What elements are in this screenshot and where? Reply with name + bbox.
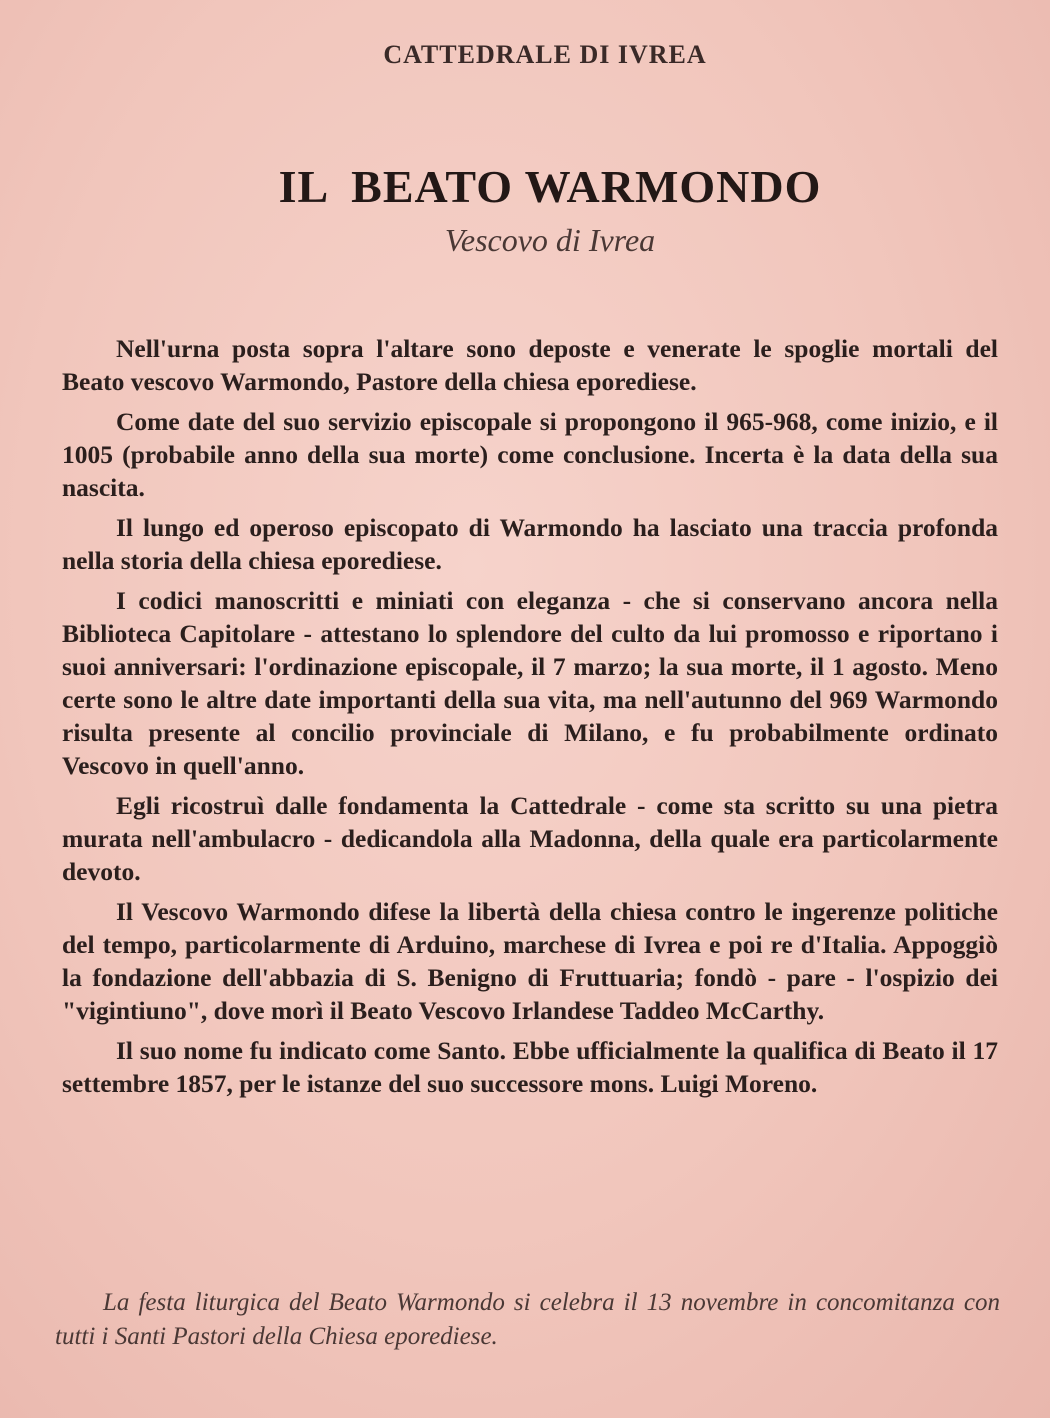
paragraph: Il Vescovo Warmondo difese la libertà della chiesa contro le ingerenze politiche del tempo, particolarmente di Arduino, marchese di Ivrea e poi re d'Italia. Appoggiò la fondazione dell'abbazia di S. Benigno di Fruttuaria; fondò - pare - l'ospizio dei "vigintiuno", dove morì il Beato Vescovo Irlandese Taddeo McCarthy. <box>62 897 998 1025</box>
paragraph: Il suo nome fu indicato come Santo. Ebbe ufficialmente la qualifica di Beato il 17 settembre 1857, per le istanze del suo successore mons. Luigi Moreno. <box>62 1036 998 1098</box>
page-title <box>0 160 1050 213</box>
church-name: CATTEDRALE DI IVREA <box>383 40 707 69</box>
paragraph: Come date del suo servizio episcopale si propongono il 965-968, come inizio, e il 1005 (probabile anno della sua morte) come conclusione. Incerta è la data della sua nascita. <box>62 407 998 502</box>
title-part-2: BEATO WARMONDO <box>351 161 822 212</box>
paragraph: Egli ricostruì dalle fondamenta la Cattedrale - come sta scritto su una pietra murata nell'ambulacro - dedicandola alla Madonna, della quale era particolarmente devoto. <box>62 791 998 886</box>
paragraph: I codici manoscritti e miniati con eleganza - che si conservano ancora nella Biblioteca Capitolare - attestano lo splendore del culto da lui promosso e riportano i suoi anniversari: l'ordinazione episcopale, il 7 marzo; la sua morte, il 1 agosto. Meno certe sono le altre date importanti della sua vita, ma nell'autunno del 969 Warmondo risulta presente al concilio provinciale di Milano, e fu probabilmente ordinato Vescovo in quell'anno. <box>62 586 998 780</box>
paragraph: Il lungo ed operoso episcopato di Warmondo ha lasciato una traccia profonda nella storia della chiesa eporediese. <box>62 513 998 575</box>
body-text <box>62 332 998 1107</box>
page-subtitle: Vescovo di Ivrea <box>444 222 656 258</box>
paragraph: Nell'urna posta sopra l'altare sono deposte e venerate le spoglie mortali del Beato vescovo Warmondo, Pastore della chiesa eporediese. <box>62 334 998 396</box>
footer-note: La festa liturgica del Beato Warmondo si celebra il 13 novembre in concomitanza con tutti i Santi Pastori della Chiesa eporediese. <box>55 1289 1000 1350</box>
title-part-1: IL <box>278 161 330 212</box>
header <box>0 40 1050 70</box>
